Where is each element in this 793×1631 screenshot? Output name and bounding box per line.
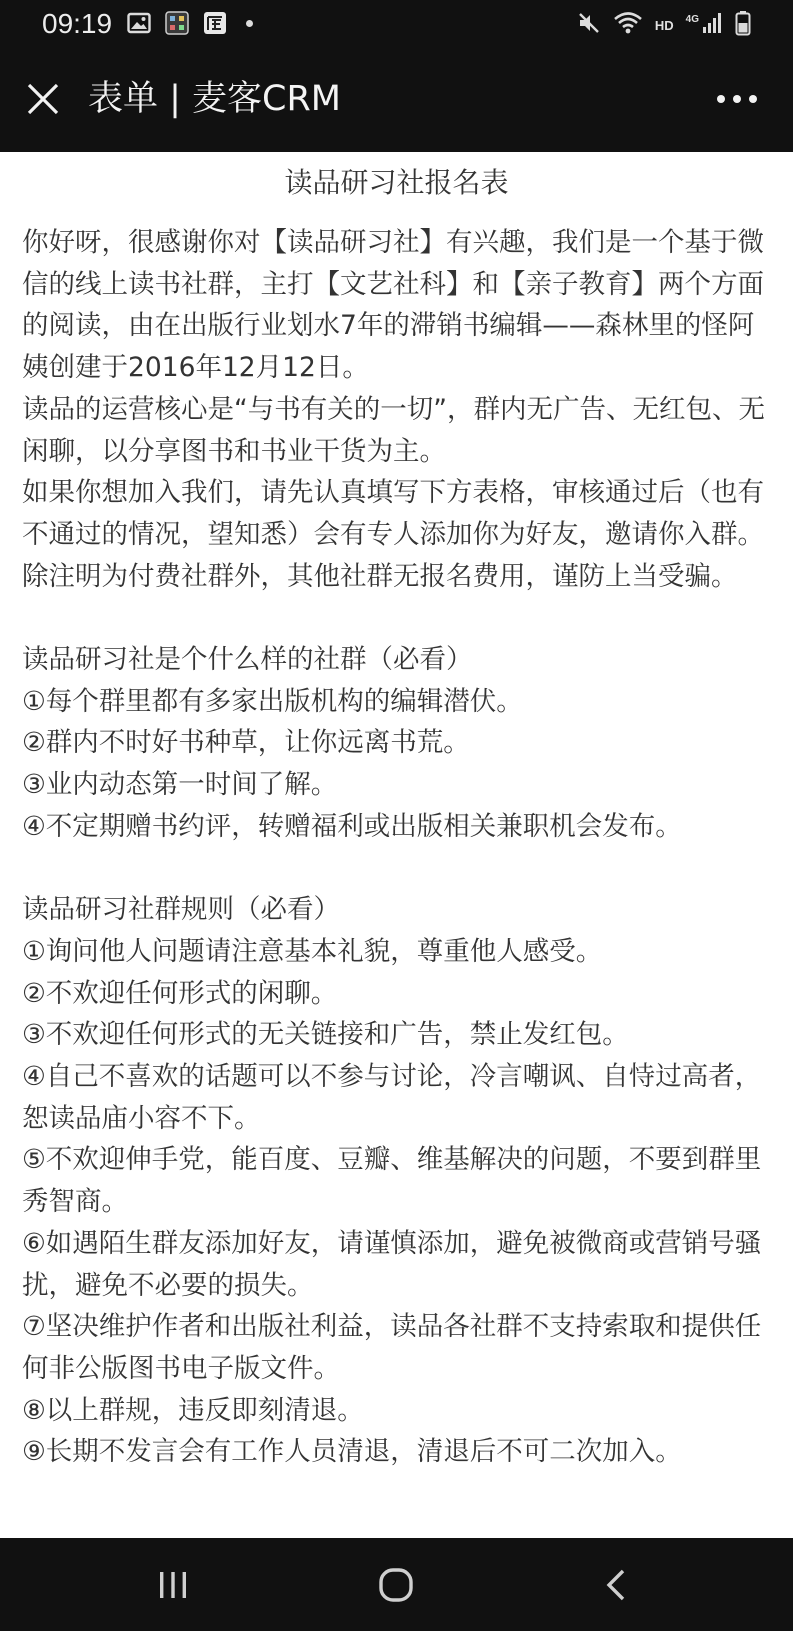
status-right-icons [577, 10, 751, 40]
form-title: 读品研习社报名表 [284, 166, 509, 199]
navigation-bar [0, 1538, 793, 1631]
more-button[interactable] [709, 78, 765, 120]
more-icon-dot [717, 95, 725, 103]
wifi-icon [613, 11, 643, 39]
rule-item: ①询问他人问题请注意基本礼貌，尊重他人感受。 [22, 935, 603, 967]
rule-item: ⑨长期不发言会有工作人员清退，清退后不可二次加入。 [22, 1436, 682, 1468]
hd-label: HD [654, 17, 674, 33]
about-item: ③业内动态第一时间了解。 [22, 769, 338, 801]
about-item: ②群内不时好书种草，让你远离书荒。 [22, 727, 470, 759]
network-type-label: 4G [685, 13, 699, 25]
spacer [22, 848, 778, 890]
rule-item: ③不欢迎任何形式的无关链接和广告，禁止发红包。 [22, 1019, 629, 1051]
spacer [22, 597, 778, 639]
rule-item: ⑤不欢迎伸手党，能百度、豆瓣、维基解决的问题，不要到群里秀智商。 [22, 1144, 762, 1218]
recent-apps-button[interactable] [113, 1538, 233, 1631]
mute-icon [577, 11, 601, 39]
intro-paragraph: 如果你想加入我们，请先认真填写下方表格，审核通过后（也有不通过的情况，望知悉）会有专人添加你为好友，邀请你入群。除注明为付费社群外，其他社群无报名费用，谨防上当受骗。 [22, 477, 764, 592]
app-icon [164, 10, 190, 36]
rules-heading: 读品研习社群规则（必看） [22, 894, 340, 926]
form-content[interactable] [0, 152, 793, 1538]
home-icon [378, 1567, 414, 1603]
more-icon-dot [749, 95, 757, 103]
status-left-icons [126, 10, 253, 36]
store-icon [202, 10, 228, 36]
battery-icon [735, 10, 751, 40]
rule-item: ⑧以上群规，违反即刻清退。 [22, 1394, 364, 1426]
title-bar [0, 48, 793, 152]
more-icon-dot [733, 95, 741, 103]
rule-item: ④自己不喜欢的话题可以不参与讨论，冷言嘲讽、自恃过高者，恕读品庙小容不下。 [22, 1061, 762, 1134]
about-item: ①每个群里都有多家出版机构的编辑潜伏。 [22, 685, 523, 717]
close-button[interactable] [22, 78, 64, 120]
close-icon [26, 82, 60, 116]
rule-item: ⑥如遇陌生群友添加好友，请谨慎添加，避免被微商或营销号骚扰，避免不必要的损失。 [22, 1227, 762, 1301]
rule-item: ⑦坚决维护作者和出版社利益，读品各社群不支持索取和提供任何非公版图书电子版文件。 [22, 1311, 762, 1384]
form-description [22, 222, 778, 1473]
status-time: 09:19 [42, 8, 113, 39]
rule-item: ②不欢迎任何形式的闲聊。 [22, 977, 338, 1009]
back-button[interactable] [556, 1538, 676, 1631]
notification-dot [246, 20, 253, 27]
back-icon [604, 1568, 628, 1602]
recent-apps-icon [157, 1570, 189, 1600]
image-icon [126, 10, 152, 36]
status-bar [0, 0, 793, 48]
about-heading: 读品研习社是个什么样的社群（必看） [22, 644, 473, 676]
signal-icon [701, 12, 723, 38]
intro-paragraph: 读品的运营核心是“与书有关的一切”，群内无广告、无红包、无闲聊，以分享图书和书业干货为主。 [22, 393, 765, 467]
page-title: 表单 | 麦客CRM [88, 79, 341, 119]
intro-paragraph: 你好呀，很感谢你对【读品研习社】有兴趣，我们是一个基于微信的线上读书社群，主打【文艺社科】和【亲子教育】两个方面的阅读，由在出版行业划水7年的滞销书编辑——森林里的怪阿姨创建于2016年12月12日。 [22, 227, 764, 384]
home-button[interactable] [336, 1538, 456, 1631]
about-item: ④不定期赠书约评，转赠福利或出版相关兼职机会发布。 [22, 810, 682, 842]
